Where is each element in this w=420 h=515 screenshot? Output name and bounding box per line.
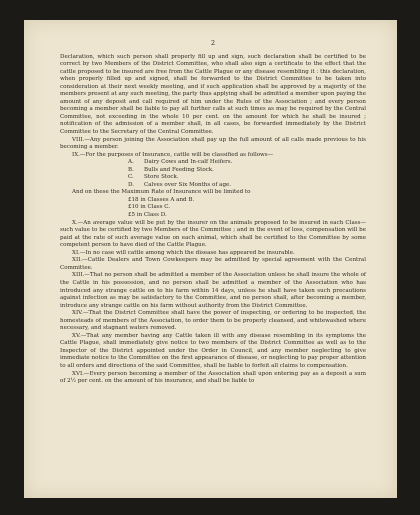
page-text <box>60 40 366 386</box>
rule-xvi: XVI.—Every person becoming a member of the Association shall upon entering pay as a deposit a sum of 2½ per cent. on the amount of his insurance, and shall be liable to <box>60 370 366 385</box>
limit-item: £18 in Classes A and B. <box>128 196 195 203</box>
class-letter: C. <box>128 174 134 181</box>
page-number: 2 <box>210 39 216 47</box>
rule-xv: XV.—That any member having any Cattle taken ill with any disease resembling in its symptoms the Cattle Plague, shall immediately give notice to two members of the District Committee as well as to the Inspector of the District appointed under the Order in Council, and any member neglecting to give immediate notice to the Committee on the first appearance of disease, or neglecting to pay proper attention to all orders and directions of the said Committee, shall be liable to forfeit all claims to compensation. <box>60 332 366 369</box>
class-label: Dairy Cows and In-calf Heifers. <box>144 159 233 166</box>
class-label: Calves over Six Months of age. <box>144 181 232 188</box>
class-item <box>128 174 366 182</box>
class-letter: B. <box>128 166 134 173</box>
class-letter: A. <box>128 159 134 166</box>
rule-xi: XI.—In no case will cattle among which the disease has appeared be insurable. <box>72 249 295 256</box>
rule-xii: XII.—Cattle Dealers and Town Cowkeepers may be admitted by special agreement with the Central Committee. <box>60 257 366 271</box>
class-item <box>128 167 366 175</box>
rule-xiii: XIII.—That no person shall be admitted a member of the Association unless he shall insure the whole of the Cattle in his possession, and no person shall be admitted a member of the Association who has introduced any strange cattle on to his farm within 14 days, unless he shall have taken such precautions against infection as may be satisfactory to the Committee, and no person shall, after becoming a member, introduce any strange cattle on his farm without authority from the District Committee. <box>60 272 366 309</box>
class-letter: D. <box>128 181 135 188</box>
class-label: Store Stock. <box>144 174 179 181</box>
class-item <box>128 159 366 167</box>
rule-x: X.—An average value will be put by the insurer on the animals proposed to be insured in each Class—such value to be certified by two Members of the Committee ; and in the event of loss, compensation will be paid at the rate of such average value on each animal, which shall be certified to the Committee by some competent person to have died of the Cattle Plague. <box>60 219 366 249</box>
cattle-class-list <box>128 159 366 189</box>
rule-ix-intro: IX.—For the purposes of Insurance, cattle will be classified as follows— <box>72 151 274 158</box>
limit-item: £10 in Class C. <box>128 204 171 211</box>
limit-item: £5 in Class D. <box>128 212 167 219</box>
paragraph-declaration: Declaration, which such person shall properly fill up and sign, such declaration shall be certified to be correct by two Members of the District Committee, who shall also sign a certificate to the effect that the cattle proposed to be insured are free from the Cattle Plague or any disease resembling it : this declaration, when properly filled up and signed, shall be forwarded to the District Committee to be taken into consideration at their next weekly meeting, and if such application shall be approved by a majority of the members present at any such meeting, the party thus applying shall be admitted a member upon paying the amount of any deposit and call required of him under the Rules of the Association ; and every person becoming a member shall be liable to pay all further calls at such times as may be required by the Central Committee, not exceeding in the whole 10 per cent. on the amount for which he shall be insured ; notification of the admission of a member shall, in all cases, be forwarded immediately by the District Committee to the Secretary of the Central Committee. <box>60 53 366 136</box>
class-label: Bulls and Feeding Stock. <box>144 166 214 173</box>
class-item <box>128 182 366 190</box>
insurance-limits-list <box>128 197 366 220</box>
limits-intro: And on these the Maximum Rate of Insurance will be limited to <box>72 189 251 196</box>
rule-viii: VIII.—Any person joining the Association shall pay up the full amount of all calls made previous to his becoming a member. <box>60 136 366 151</box>
rule-xiv: XIV.—That the District Committee shall have the power of inspecting, or ordering to be inspected, the homesteads of members of the Association, to order them to be properly cleansed, and whitewashed where necessary, and stagnant waters removed. <box>60 310 366 332</box>
